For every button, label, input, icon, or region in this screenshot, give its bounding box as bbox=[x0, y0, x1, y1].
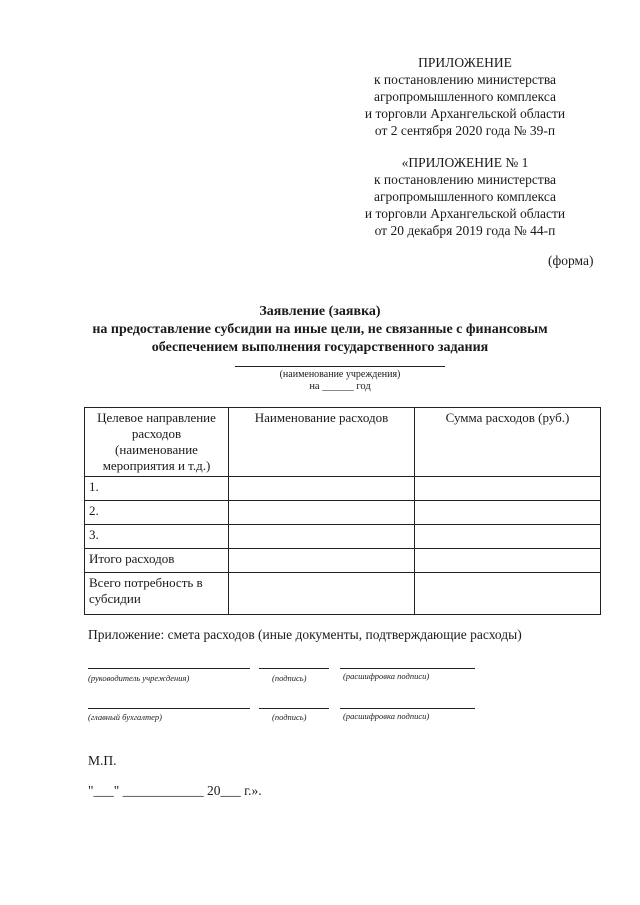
table-cell[interactable] bbox=[415, 573, 601, 615]
table-row bbox=[85, 573, 601, 615]
stamp-place: М.П. bbox=[88, 753, 117, 768]
table-cell[interactable] bbox=[229, 477, 415, 501]
date-quote-open: " bbox=[88, 783, 94, 798]
date-line bbox=[88, 782, 262, 799]
annex-line: к постановлению министерства bbox=[373, 72, 557, 87]
table-cell[interactable] bbox=[415, 477, 601, 501]
head-caption: (руководитель учреждения) bbox=[88, 673, 190, 683]
annex-title: ПРИЛОЖЕНИЕ bbox=[418, 55, 512, 70]
annex-old-date: от 20 декабря 2019 года № 44-п bbox=[374, 223, 556, 238]
row-label: Всего потребность в субсидии bbox=[85, 573, 229, 615]
head-sign-caption: (подпись) bbox=[272, 673, 307, 683]
title-line: на предоставление субсидии на иные цели, не связанные с финансовым bbox=[92, 322, 548, 337]
date-year-blank: ___ bbox=[220, 783, 241, 798]
head-decode-caption: (расшифровка подписи) bbox=[343, 671, 430, 681]
date-day-blank: ___ bbox=[93, 783, 114, 798]
annex-old-line: и торговли Архангельской области bbox=[364, 206, 566, 221]
head-decode-line bbox=[340, 668, 475, 669]
annex-old-block bbox=[340, 154, 590, 239]
form-note: (форма) bbox=[548, 253, 594, 268]
annex-old-line: к постановлению министерства bbox=[373, 172, 557, 187]
year-suffix: год bbox=[356, 381, 371, 392]
title-line: Заявление (заявка) bbox=[259, 304, 381, 319]
row-label: 2. bbox=[85, 501, 229, 525]
header-direction: Целевое направление расходов (наименование мероприятия и т.д.) bbox=[85, 408, 229, 477]
accountant-sign-line bbox=[259, 708, 329, 709]
date-year-suffix: г.». bbox=[244, 783, 262, 798]
table-cell[interactable] bbox=[229, 573, 415, 615]
table-cell[interactable] bbox=[415, 501, 601, 525]
institution-line bbox=[235, 366, 445, 367]
institution-caption: (наименование учреждения) bbox=[279, 369, 401, 380]
annex-date: от 2 сентября 2020 года № 39-п bbox=[374, 123, 556, 138]
row-label: 1. bbox=[85, 477, 229, 501]
table-row bbox=[85, 477, 601, 501]
table-row bbox=[85, 549, 601, 573]
annex-block bbox=[340, 54, 590, 139]
table-cell[interactable] bbox=[415, 525, 601, 549]
head-sign-line bbox=[259, 668, 329, 669]
accountant-decode-caption: (расшифровка подписи) bbox=[343, 711, 430, 721]
date-quote-close: " bbox=[113, 783, 120, 798]
title-line: обеспечением выполнения государственного задания bbox=[151, 340, 489, 355]
accountant-sign-caption: (подпись) bbox=[272, 712, 307, 722]
header-expense-name: Наименование расходов bbox=[229, 408, 415, 477]
table-cell[interactable] bbox=[415, 549, 601, 573]
expense-table bbox=[84, 407, 601, 615]
table-row bbox=[85, 501, 601, 525]
annex-old-title: «ПРИЛОЖЕНИЕ № 1 bbox=[401, 155, 529, 170]
attachment-note: Приложение: смета расходов (иные документы, подтверждающие расходы) bbox=[88, 627, 522, 642]
table-cell[interactable] bbox=[229, 501, 415, 525]
date-month-blank: ____________ bbox=[122, 783, 204, 798]
accountant-signature-line bbox=[88, 708, 250, 709]
header-amount: Сумма расходов (руб.) bbox=[415, 408, 601, 477]
head-signature-line bbox=[88, 668, 250, 669]
document-title bbox=[40, 303, 600, 357]
date-year-prefix: 20 bbox=[207, 783, 221, 798]
year-line bbox=[235, 381, 445, 392]
table-cell[interactable] bbox=[229, 549, 415, 573]
accountant-decode-line bbox=[340, 708, 475, 709]
annex-line: и торговли Архангельской области bbox=[364, 106, 566, 121]
row-label: 3. bbox=[85, 525, 229, 549]
year-blank: ______ bbox=[322, 381, 354, 392]
table-header-row bbox=[85, 408, 601, 477]
table-row bbox=[85, 525, 601, 549]
row-label: Итого расходов bbox=[85, 549, 229, 573]
accountant-caption: (главный бухгалтер) bbox=[88, 712, 162, 722]
table-cell[interactable] bbox=[229, 525, 415, 549]
annex-line: агропромышленного комплекса bbox=[374, 89, 556, 104]
year-prefix: на bbox=[309, 381, 320, 392]
annex-old-line: агропромышленного комплекса bbox=[374, 189, 556, 204]
